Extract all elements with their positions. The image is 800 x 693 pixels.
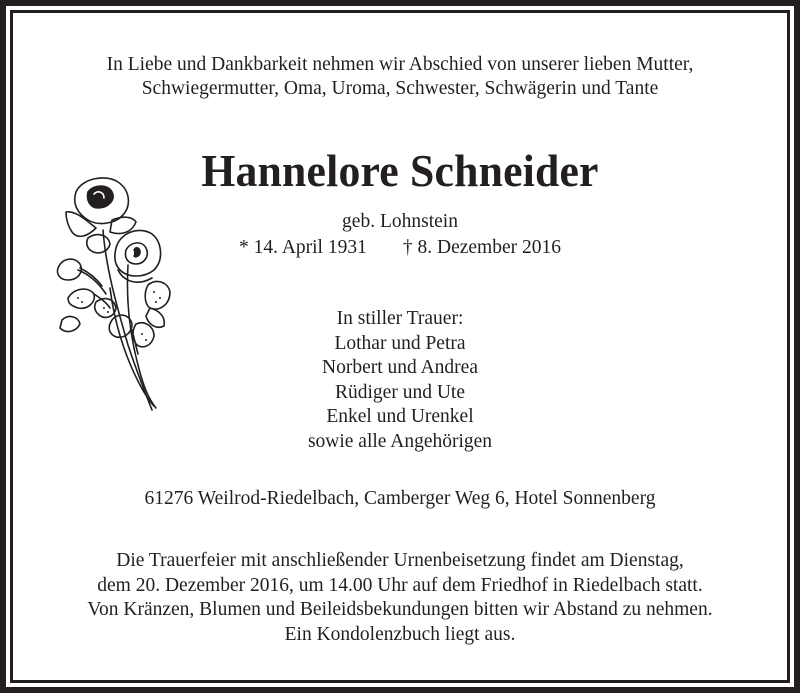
closing-line-2: dem 20. Dezember 2016, um 14.00 Uhr auf dem Friedhof in Riedelbach statt.: [97, 574, 703, 596]
mourners-list: [0, 307, 800, 454]
mourners-heading: In stiller Trauer:: [336, 308, 464, 329]
mourner-item: Lothar und Petra: [334, 332, 466, 354]
closing-line-3: Von Kränzen, Blumen und Beileidsbekundungen bitten wir Abstand zu nehmen.: [87, 599, 713, 620]
intro-line-1: In Liebe und Dankbarkeit nehmen wir Abschied von unserer lieben Mutter,: [106, 54, 694, 75]
closing-line-4: Ein Kondolenzbuch liegt aus.: [284, 623, 516, 645]
closing-text: [0, 549, 800, 647]
birth-date: * 14. April 1931: [239, 237, 367, 258]
address: 61276 Weilrod-Riedelbach, Camberger Weg 6, Hotel Sonnenberg: [144, 488, 656, 509]
deceased-name: Hannelore Schneider: [201, 145, 599, 196]
mourner-item: Norbert und Andrea: [322, 357, 478, 378]
mourner-item: Rüdiger und Ute: [335, 381, 465, 403]
mourner-item: Enkel und Urenkel: [326, 406, 474, 427]
intro-line-2: Schwiegermutter, Oma, Uroma, Schwester, Schwägerin und Tante: [141, 78, 659, 99]
intro-text: [0, 53, 800, 101]
closing-line-1: Die Trauerfeier mit anschließender Urnenbeisetzung findet am Dienstag,: [116, 550, 684, 571]
death-date: † 8. Dezember 2016: [402, 237, 561, 258]
maiden-name: geb. Lohnstein: [342, 211, 458, 232]
mourner-item: sowie alle Angehörigen: [307, 430, 493, 452]
